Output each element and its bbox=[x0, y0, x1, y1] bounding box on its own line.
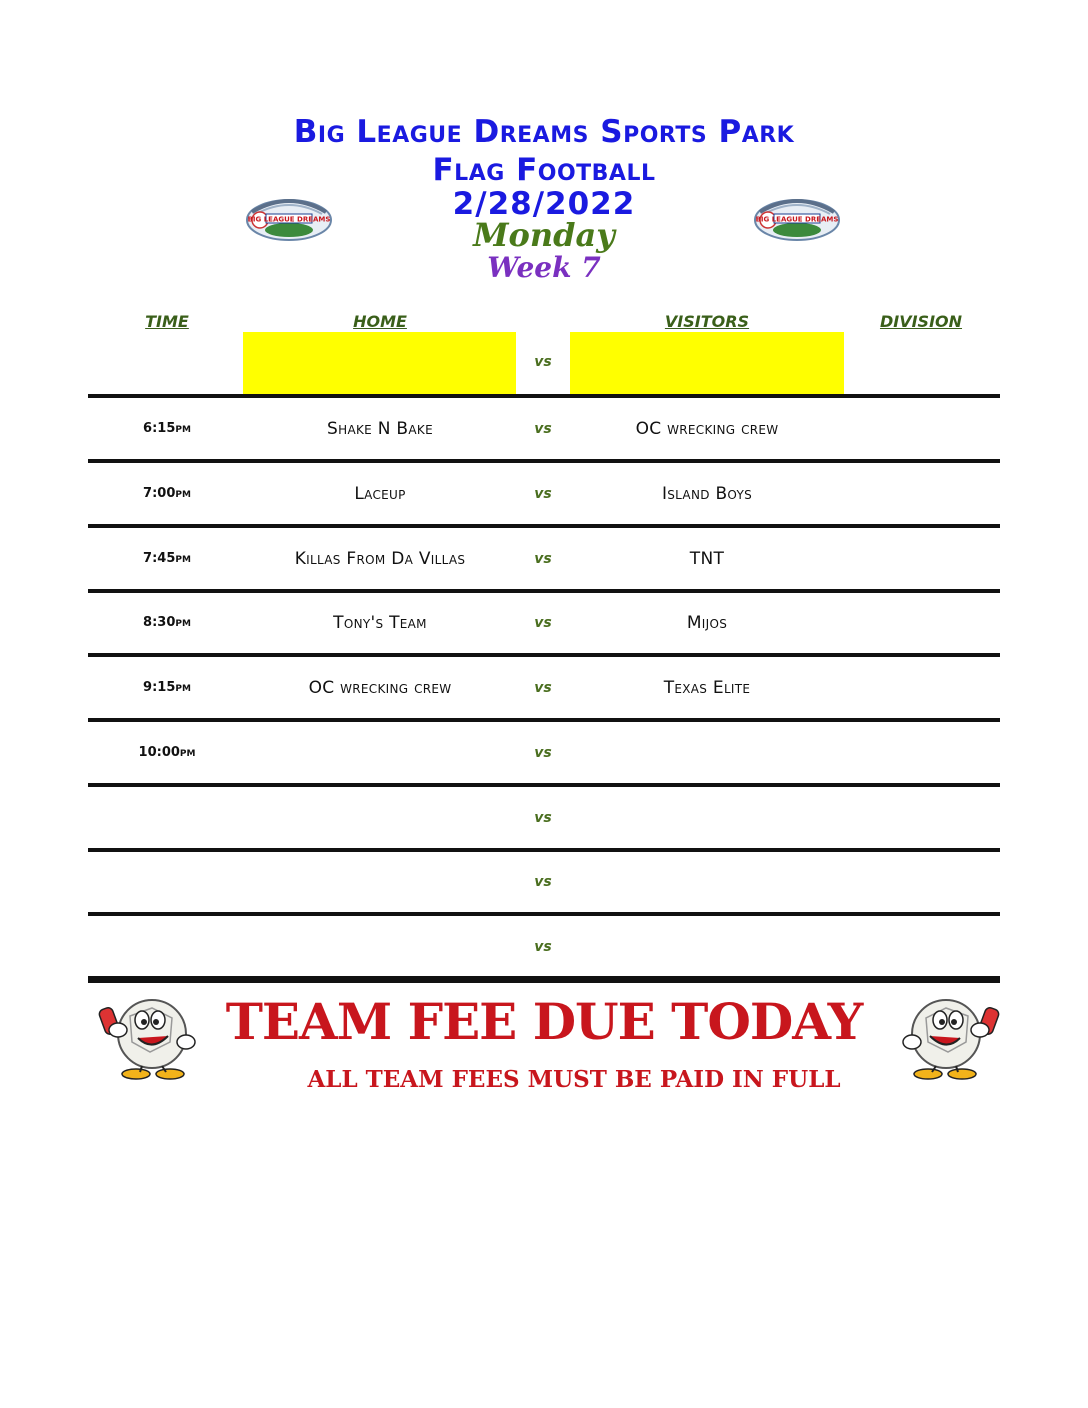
schedule-date: 2/28/2022 bbox=[452, 186, 636, 222]
game-division bbox=[844, 722, 998, 784]
home-highlight-box bbox=[243, 332, 516, 394]
vs-label: vs bbox=[534, 615, 552, 631]
vs-label: vs bbox=[534, 745, 552, 761]
visiting-team: TNT bbox=[689, 549, 725, 569]
game-time bbox=[90, 916, 244, 978]
visitors-highlight-box bbox=[570, 332, 844, 394]
home-team: Shake N Bake bbox=[327, 419, 433, 439]
column-header-home: HOME bbox=[353, 312, 407, 331]
home-team bbox=[244, 851, 516, 913]
home-team bbox=[244, 787, 516, 849]
game-time: 9:15pm bbox=[143, 680, 191, 695]
schedule-week: Week 7 bbox=[487, 251, 601, 284]
game-division bbox=[844, 787, 998, 849]
game-time bbox=[90, 787, 244, 849]
vs-label: vs bbox=[534, 421, 552, 437]
vs-label: vs bbox=[534, 486, 552, 502]
table-row bbox=[90, 787, 998, 849]
game-time: 7:45pm bbox=[143, 551, 191, 566]
table-row bbox=[90, 528, 998, 590]
game-division bbox=[844, 398, 998, 460]
park-title: Big League Dreams Sports Park bbox=[293, 114, 795, 150]
visiting-team: Mijos bbox=[686, 613, 728, 633]
visiting-team bbox=[570, 851, 844, 913]
column-header-time: TIME bbox=[145, 312, 189, 331]
game-division bbox=[844, 916, 998, 978]
park-logo-left-text: BIG LEAGUE DREAMS bbox=[247, 215, 331, 224]
park-logo-right-text: BIG LEAGUE DREAMS bbox=[755, 215, 839, 224]
fee-due-headline: TEAM FEE DUE TODAY bbox=[225, 992, 863, 1051]
park-logo-right bbox=[752, 190, 842, 242]
visiting-team bbox=[570, 787, 844, 849]
table-row bbox=[90, 463, 998, 525]
vs-label: vs bbox=[534, 810, 552, 826]
game-division bbox=[844, 463, 998, 525]
visiting-team bbox=[570, 916, 844, 978]
column-header-division: DIVISION bbox=[879, 312, 963, 331]
visiting-team: Island Boys bbox=[661, 484, 753, 504]
table-row bbox=[90, 592, 998, 654]
game-time: 10:00pm bbox=[138, 745, 196, 760]
visiting-team bbox=[570, 722, 844, 784]
home-team bbox=[244, 916, 516, 978]
table-row bbox=[90, 851, 998, 913]
game-division bbox=[844, 657, 998, 719]
game-time: 6:15pm bbox=[143, 421, 191, 436]
table-row bbox=[90, 722, 998, 784]
park-logo-left bbox=[244, 190, 334, 242]
home-team: OC wrecking crew bbox=[308, 678, 452, 698]
schedule-day: Monday bbox=[473, 216, 615, 254]
header-vs-label: vs bbox=[534, 354, 552, 370]
home-team: Laceup bbox=[354, 484, 406, 504]
vs-label: vs bbox=[534, 551, 552, 567]
game-division bbox=[844, 528, 998, 590]
game-time bbox=[90, 851, 244, 913]
home-team: Killas From Da Villas bbox=[294, 549, 466, 569]
fee-due-subline: ALL TEAM FEES MUST BE PAID IN FULL bbox=[307, 1066, 841, 1093]
game-division bbox=[844, 592, 998, 654]
table-row bbox=[90, 398, 998, 460]
game-time: 8:30pm bbox=[143, 615, 191, 630]
home-team bbox=[244, 722, 516, 784]
table-row bbox=[90, 916, 998, 978]
visiting-team: OC wrecking crew bbox=[635, 419, 779, 439]
home-team: Tony's Team bbox=[333, 613, 427, 633]
column-header-visitors: VISITORS bbox=[664, 312, 750, 331]
game-division bbox=[844, 851, 998, 913]
game-time: 7:00pm bbox=[143, 486, 191, 501]
table-row bbox=[90, 657, 998, 719]
vs-label: vs bbox=[534, 874, 552, 890]
vs-label: vs bbox=[534, 680, 552, 696]
sport-title: Flag Football bbox=[432, 152, 656, 188]
table-bottom-rule bbox=[88, 976, 1000, 983]
visiting-team: Texas Elite bbox=[663, 678, 751, 698]
vs-label: vs bbox=[534, 939, 552, 955]
